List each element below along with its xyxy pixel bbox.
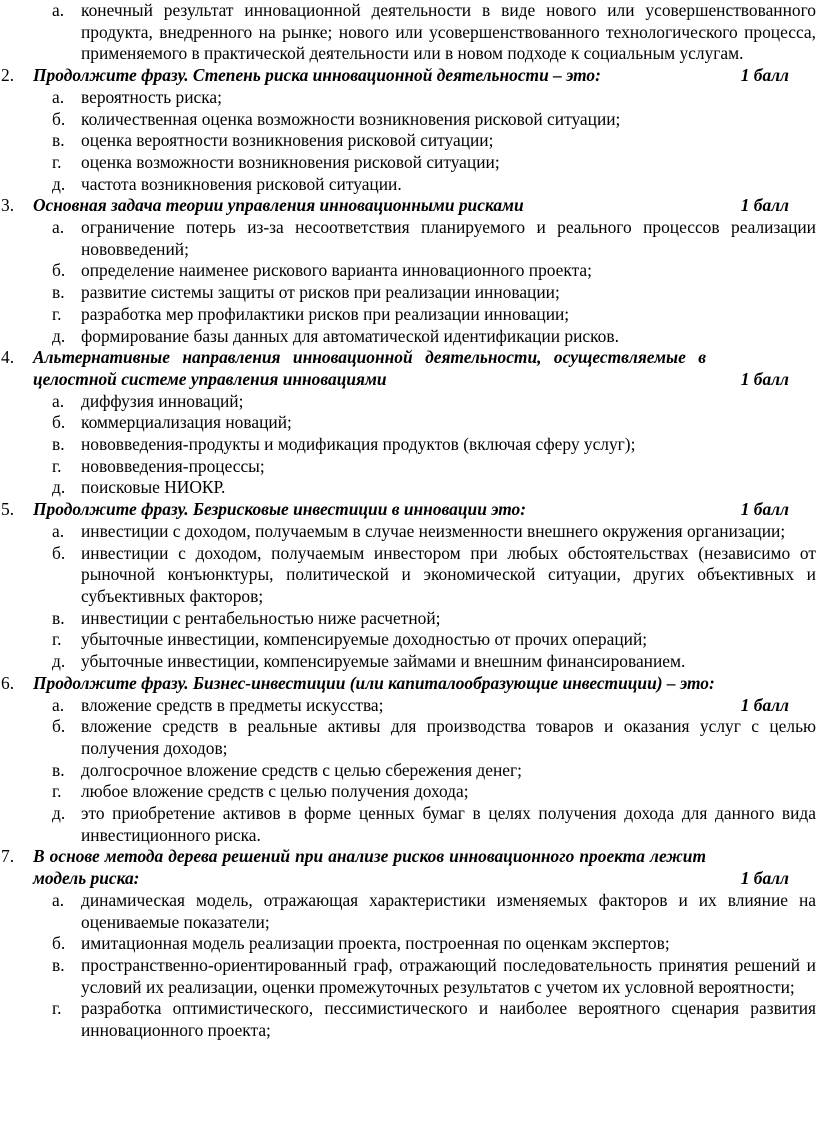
option-text: диффузия инноваций; <box>81 390 244 411</box>
option-text: количественная оценка возможности возникновения рисковой ситуации; <box>81 108 621 129</box>
option-text: инвестиции с рентабельностью ниже расчетной; <box>81 607 441 628</box>
option <box>0 608 816 630</box>
option-letter: в. <box>52 130 65 151</box>
option-text: долгосрочное вложение средств с целью сбережения денег; <box>81 759 522 780</box>
option <box>0 109 816 131</box>
option-letter: д. <box>52 325 66 346</box>
option-text: формирование базы данных для автоматической идентификации рисков. <box>81 325 619 346</box>
option-letter: в. <box>52 434 65 455</box>
option <box>0 217 816 260</box>
question-6 <box>0 673 816 847</box>
option <box>0 282 816 304</box>
option <box>0 695 816 717</box>
option-text: коммерциализация новаций; <box>81 412 292 433</box>
option-letter: д. <box>52 173 66 194</box>
question-score: 1 балл <box>740 368 789 389</box>
option <box>0 326 816 348</box>
question-text: Продолжите фразу. Бизнес-инвестиции (или капиталообразующие инвестиции) – это: <box>33 672 715 693</box>
option-text: частота возникновения рисковой ситуации. <box>81 173 402 194</box>
option-letter: г. <box>52 629 62 650</box>
option <box>0 477 816 499</box>
question-5 <box>0 499 816 673</box>
option <box>0 998 816 1041</box>
option-letter: г. <box>52 151 62 172</box>
question-5-header <box>0 499 816 521</box>
option-letter: в. <box>52 954 65 975</box>
question-number: 5. <box>1 499 15 520</box>
question-score: 1 балл <box>740 65 789 86</box>
option <box>0 933 816 955</box>
question-4-header <box>0 347 816 390</box>
option-text: определение наименее рискового варианта инновационного проекта; <box>81 260 592 281</box>
option <box>0 152 816 174</box>
option-text: убыточные инвестиции, компенсируемые доходностью от прочих операций; <box>81 629 648 650</box>
question-7 <box>0 846 816 1041</box>
option-text: оценка возможности возникновения рисковой ситуации; <box>81 151 500 172</box>
option-letter: а. <box>52 889 65 910</box>
option-letter: а. <box>52 0 65 20</box>
option-letter: г. <box>52 455 62 476</box>
option-text: имитационная модель реализации проекта, построенная по оценкам экспертов; <box>81 933 670 954</box>
option-text: ограничение потерь из-за несоответствия планируемого и реального процессов реализации нововведений; <box>81 217 816 259</box>
option <box>0 434 816 456</box>
option <box>0 130 816 152</box>
option-letter: в. <box>52 607 65 628</box>
option <box>0 260 816 282</box>
option-text: инвестиции с доходом, получаемым в случае неизменности внешнего окружения организации; <box>81 520 786 541</box>
option-letter: д. <box>52 477 66 498</box>
question-6-header <box>0 673 816 695</box>
question-2-header <box>0 65 816 87</box>
question-4 <box>0 347 816 499</box>
option <box>0 716 816 759</box>
question-score: 1 балл <box>740 868 789 889</box>
option <box>0 456 816 478</box>
option-text: разработка оптимистического, пессимистического и наиболее вероятного сценария развития инновационного проекта; <box>81 998 816 1041</box>
option-letter: д. <box>52 803 66 824</box>
option <box>0 543 816 608</box>
option-letter: б. <box>52 933 66 954</box>
option <box>0 803 816 846</box>
option <box>0 651 816 673</box>
option-letter: г. <box>52 781 62 802</box>
option-text: пространственно-ориентированный граф, отражающий последовательность принятия решений и условий их реализации, оценки промежуточных результатов с учетом их условной вероятности; <box>81 954 816 997</box>
option-text: убыточные инвестиции, компенсируемые займами и внешним финансированием. <box>81 651 686 672</box>
option <box>0 955 816 998</box>
option <box>0 304 816 326</box>
question-3-header <box>0 195 816 217</box>
option <box>0 781 816 803</box>
question-number: 4. <box>1 347 15 368</box>
option-letter: в. <box>52 759 65 780</box>
option-text: это приобретение активов в форме ценных бумаг в целях получения дохода для данного вида инвестиционного риска. <box>81 803 816 845</box>
option-text: разработка мер профилактики рисков при реализации инновации; <box>81 303 570 324</box>
question-text: Альтернативные направления инновационной деятельности, осуществляемые в целостной системе управления инновациями <box>33 347 706 389</box>
option-letter: г. <box>52 303 62 324</box>
option <box>0 87 816 109</box>
question-number: 2. <box>1 65 15 86</box>
option-text: вероятность риска; <box>81 86 222 107</box>
option <box>0 890 816 933</box>
question-3 <box>0 195 816 347</box>
question-text: Продолжите фразу. Безрисковые инвестиции в инновации это: <box>33 499 527 520</box>
option-letter: а. <box>52 520 65 541</box>
option <box>0 629 816 651</box>
option-text: любое вложение средств с целью получения дохода; <box>81 781 469 802</box>
option <box>0 174 816 196</box>
option <box>0 760 816 782</box>
question-score: 1 балл <box>740 195 789 216</box>
option-text: вложение средств в предметы искусства; <box>81 694 384 715</box>
option-text: развитие системы защиты от рисков при реализации инновации; <box>81 282 560 303</box>
q1-option-a <box>0 0 816 65</box>
option-text: вложение средств в реальные активы для производства товаров и оказания услуг с целью получения доходов; <box>81 716 816 758</box>
option <box>0 412 816 434</box>
option-letter: б. <box>52 542 66 563</box>
option-text: поисковые НИОКР. <box>81 477 226 498</box>
option-letter: г. <box>52 998 62 1019</box>
option-letter: а. <box>52 694 65 715</box>
option-text: оценка вероятности возникновения рисковой ситуации; <box>81 130 494 151</box>
question-number: 7. <box>1 846 15 867</box>
option-letter: д. <box>52 651 66 672</box>
option-text: конечный результат инновационной деятельности в виде нового или усовершенствованного продукта, внедренного на рынке; нового или усовершенствованного технологического процесса, применяемого в практической деятельности или в новом подходе к социальным услугам. <box>81 0 816 64</box>
question-score: 1 балл <box>740 499 789 520</box>
option <box>0 391 816 413</box>
option-text: инвестиции с доходом, получаемым инвестором при любых обстоятельствах (независимо от рыночной конъюнктуры, политической и экономической ситуации, других объективных и субъективных факторов; <box>81 542 816 606</box>
question-score: 1 балл <box>740 694 789 715</box>
option-letter: а. <box>52 217 65 238</box>
option-letter: б. <box>52 260 66 281</box>
option-letter: а. <box>52 390 65 411</box>
question-text: Продолжите фразу. Степень риска инновационной деятельности – это: <box>33 65 601 86</box>
question-7-header <box>0 846 816 889</box>
question-text: Основная задача теории управления инновационными рисками <box>33 195 524 216</box>
option-letter: б. <box>52 412 66 433</box>
option <box>0 521 816 543</box>
option-letter: б. <box>52 108 66 129</box>
option-text: нововведения-процессы; <box>81 455 265 476</box>
question-text: В основе метода дерева решений при анализе рисков инновационного проекта лежит модель риска: <box>33 846 706 889</box>
question-number: 6. <box>1 672 15 693</box>
option-text: нововведения-продукты и модификация продуктов (включая сферу услуг); <box>81 434 636 455</box>
option-letter: в. <box>52 282 65 303</box>
option-letter: б. <box>52 716 66 737</box>
option-text: динамическая модель, отражающая характеристики изменяемых факторов и их влияние на оцениваемые показатели; <box>81 889 816 932</box>
option-letter: а. <box>52 86 65 107</box>
question-2 <box>0 65 816 195</box>
question-number: 3. <box>1 195 15 216</box>
